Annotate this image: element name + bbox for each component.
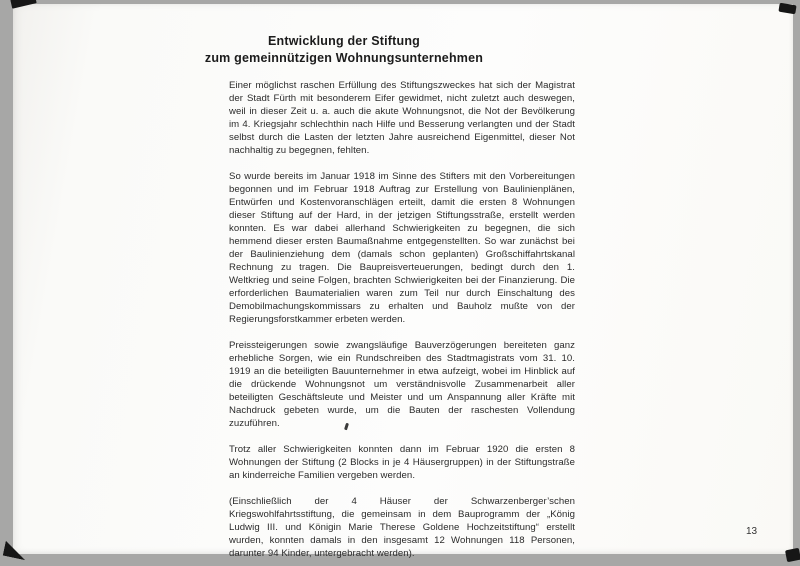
title-line-2: zum gemeinnützigen Wohnungsunternehmen bbox=[204, 51, 484, 65]
page-title bbox=[171, 33, 517, 67]
paragraph-footnote: (Einschließlich der 4 Häuser der Schwarzenberger’schen Kriegswohlfahrtsstiftung, die gemeinsam in dem Bauprogramm der „König Ludwig III. und Königin Marie Therese Goldene Hochzeitstiftung“ erstellt wurden, konnten damals in den insgesamt 12 Wohnungen 118 Personen, darunter 94 Kinder, untergebracht werden). bbox=[229, 496, 575, 559]
scan-artifact-bottom-right bbox=[785, 548, 800, 562]
paragraph-completion: Trotz aller Schwierigkeiten konnten dann im Februar 1920 die ersten 8 Wohnungen der Stiftung (2 Blocks in je 4 Häusergruppen) in der Stiftungstraße an kinderreiche Familien vergeben werden. bbox=[229, 444, 575, 481]
page-number: 13 bbox=[746, 526, 758, 537]
paragraph-price-increases: Preissteigerungen sowie zwangsläufige Bauverzögerungen bereiteten ganz erhebliche Sorgen, wie ein Rundschreiben des Stadtmagistrats vom 31. 10. 1919 an die beteiligten Bauunternehmer in etwa aufzeigt, wobei im Hinblick auf die drückende Wohnungsnot um verständnisvolle Zusammenarbeit aller beteiligten Geschäftsleute und Meister und um Anspannung aller Kräfte mit Nachdruck gebeten wurde, um die Bauten der raschesten Vollendung zuzuführen. bbox=[229, 340, 575, 429]
title-line-1: Entwicklung der Stiftung bbox=[267, 34, 421, 48]
text-block bbox=[204, 33, 575, 566]
paragraph-preparations: So wurde bereits im Januar 1918 im Sinne des Stifters mit den Vorbereitungen begonnen und im Februar 1918 Auftrag zur Erstellung von Baulinienplänen, Entwürfen und Kostenvoranschlägen erteilt, damit die ersten 8 Wohnungen dieser Stiftung auf der Hard, in der jetzigen Stiftungsstraße, erstellt werden konnten. Es war dabei allerhand Schwierigkeiten zu begegnen, die sich hemmend dieser ersten Baumaßnahme entgegenstellten. So war zunächst bei der Baulinienziehung dem (damals schon geplanten) Großschiffahrtskanal Rechnung zu tragen. Die Baupreisverteuerungen, bedingt durch den 1. Weltkrieg und seine Folgen, brachten Schwierigkeiten bei der Finanzierung. Die erforderlichen Baumaterialien waren zum Teil nur durch Einschaltung des Demobilmachungskommissars zu erhalten und Bauholz mußte von der Regierungsforstkammer erbeten werden. bbox=[229, 171, 575, 325]
paragraph-intro: Einer möglichst raschen Erfüllung des Stiftungszweckes hat sich der Magistrat der Stadt Fürth mit besonderem Eifer gewidmet, nicht zuletzt auch deswegen, weil in dieser Zeit u. a. auch die akute Wohnungsnot, die Not der Bevölkerung im 4. Kriegsjahr schlechthin nach Hilfe und Besserung verlangten und der Stadt selbst durch die Lasten der letzten Jahre ausreichend Eigenmittel, dieser Not nachhaltig zu begegnen, fehlten. bbox=[229, 80, 575, 156]
